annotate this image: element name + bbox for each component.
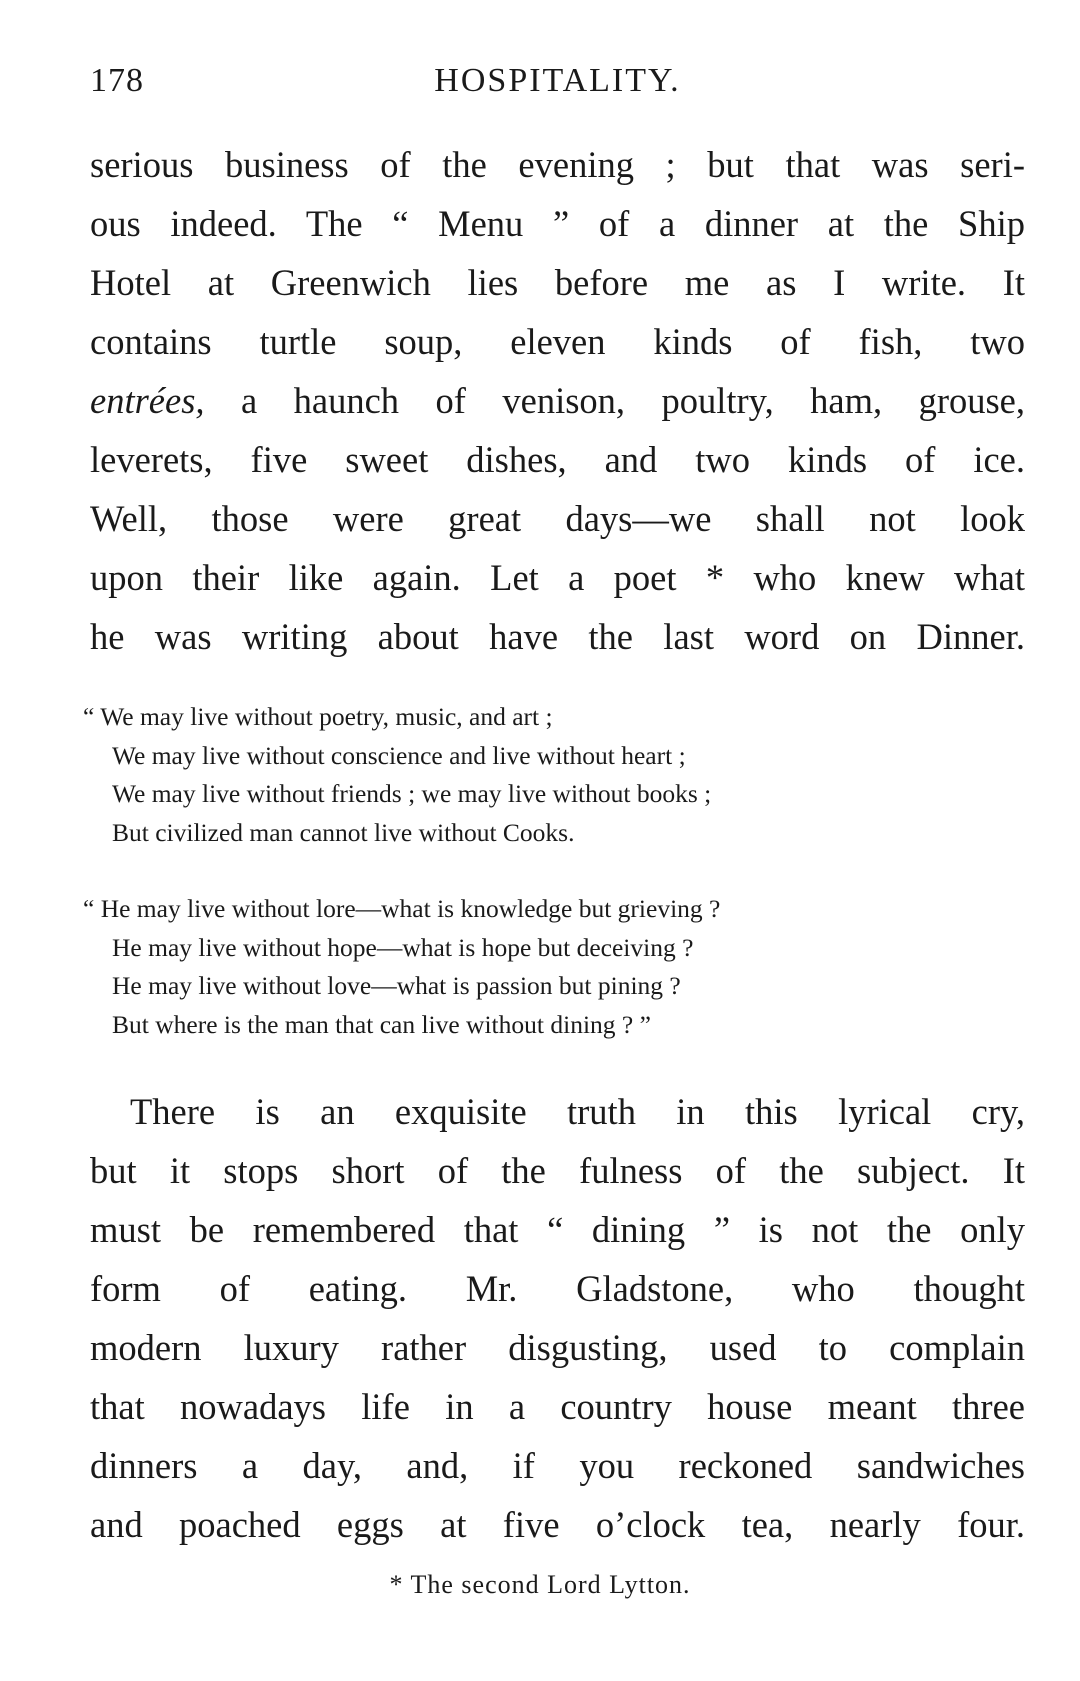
paragraph-line: but it stops short of the fulness of the subject. It <box>90 1150 1025 1191</box>
paragraph-line: serious business of the evening ; but that was seri- <box>90 144 1025 185</box>
paragraph-line: ous indeed. The “ Menu ” of a dinner at the Ship <box>90 203 1025 244</box>
verse-line: But where is the man that can live without dining ? ” <box>112 1009 651 1039</box>
paragraph-line: form of eating. Mr. Gladstone, who thought <box>90 1268 1025 1309</box>
verse-line: We may live without conscience and live without heart ; <box>112 740 686 770</box>
verse-line: “ He may live without lore—what is knowledge but grieving ? <box>83 894 721 923</box>
paragraph-line-rest: a haunch of venison, poultry, ham, grouse, <box>241 380 1026 421</box>
paragraph-line: must be remembered that “ dining ” is not the only <box>90 1209 1025 1250</box>
verse-line: He may live without love—what is passion but pining ? <box>112 971 681 1000</box>
paragraph-line: he was writing about have the last word on Dinner. <box>90 616 1025 657</box>
page-number: 178 <box>90 62 144 99</box>
verse-stanza-1 <box>83 698 983 852</box>
paragraph-line: contains turtle soup, eleven kinds of fish, two <box>90 321 1025 362</box>
paragraph-line: dinners a day, and, if you reckoned sandwiches <box>90 1445 1025 1486</box>
paragraph-line: upon their like again. Let a poet * who knew what <box>90 557 1025 598</box>
paragraph-line: Well, those were great days—we shall not look <box>90 498 1025 539</box>
verse-line: We may live without friends ; we may live without books ; <box>112 779 712 808</box>
paragraph-line: Hotel at Greenwich lies before me as I write. It <box>90 262 1025 303</box>
paragraph-1 <box>90 135 1025 666</box>
paragraph-line: and poached eggs at five o’clock tea, nearly four. <box>90 1504 1025 1545</box>
paragraph-line: that nowadays life in a country house meant three <box>90 1386 1025 1427</box>
running-title: HOSPITALITY. <box>434 62 681 99</box>
italic-word: entrées, <box>90 380 205 421</box>
verse-line: He may live without hope—what is hope but deceiving ? <box>112 932 694 962</box>
paragraph-line-with-italic <box>90 371 1025 430</box>
paragraph-line: modern luxury rather disgusting, used to complain <box>90 1327 1025 1368</box>
running-head <box>90 62 1025 112</box>
paragraph-line: There is an exquisite truth in this lyrical cry, <box>130 1091 1025 1132</box>
verse-line: But civilized man cannot live without Cooks. <box>112 817 575 847</box>
verse-line: “ We may live without poetry, music, and art ; <box>83 702 553 731</box>
footnote: * The second Lord Lytton. <box>389 1570 691 1599</box>
paragraph-line: leverets, five sweet dishes, and two kinds of ice. <box>90 439 1025 480</box>
verse-stanza-2 <box>83 890 983 1044</box>
paragraph-2 <box>90 1082 1025 1554</box>
